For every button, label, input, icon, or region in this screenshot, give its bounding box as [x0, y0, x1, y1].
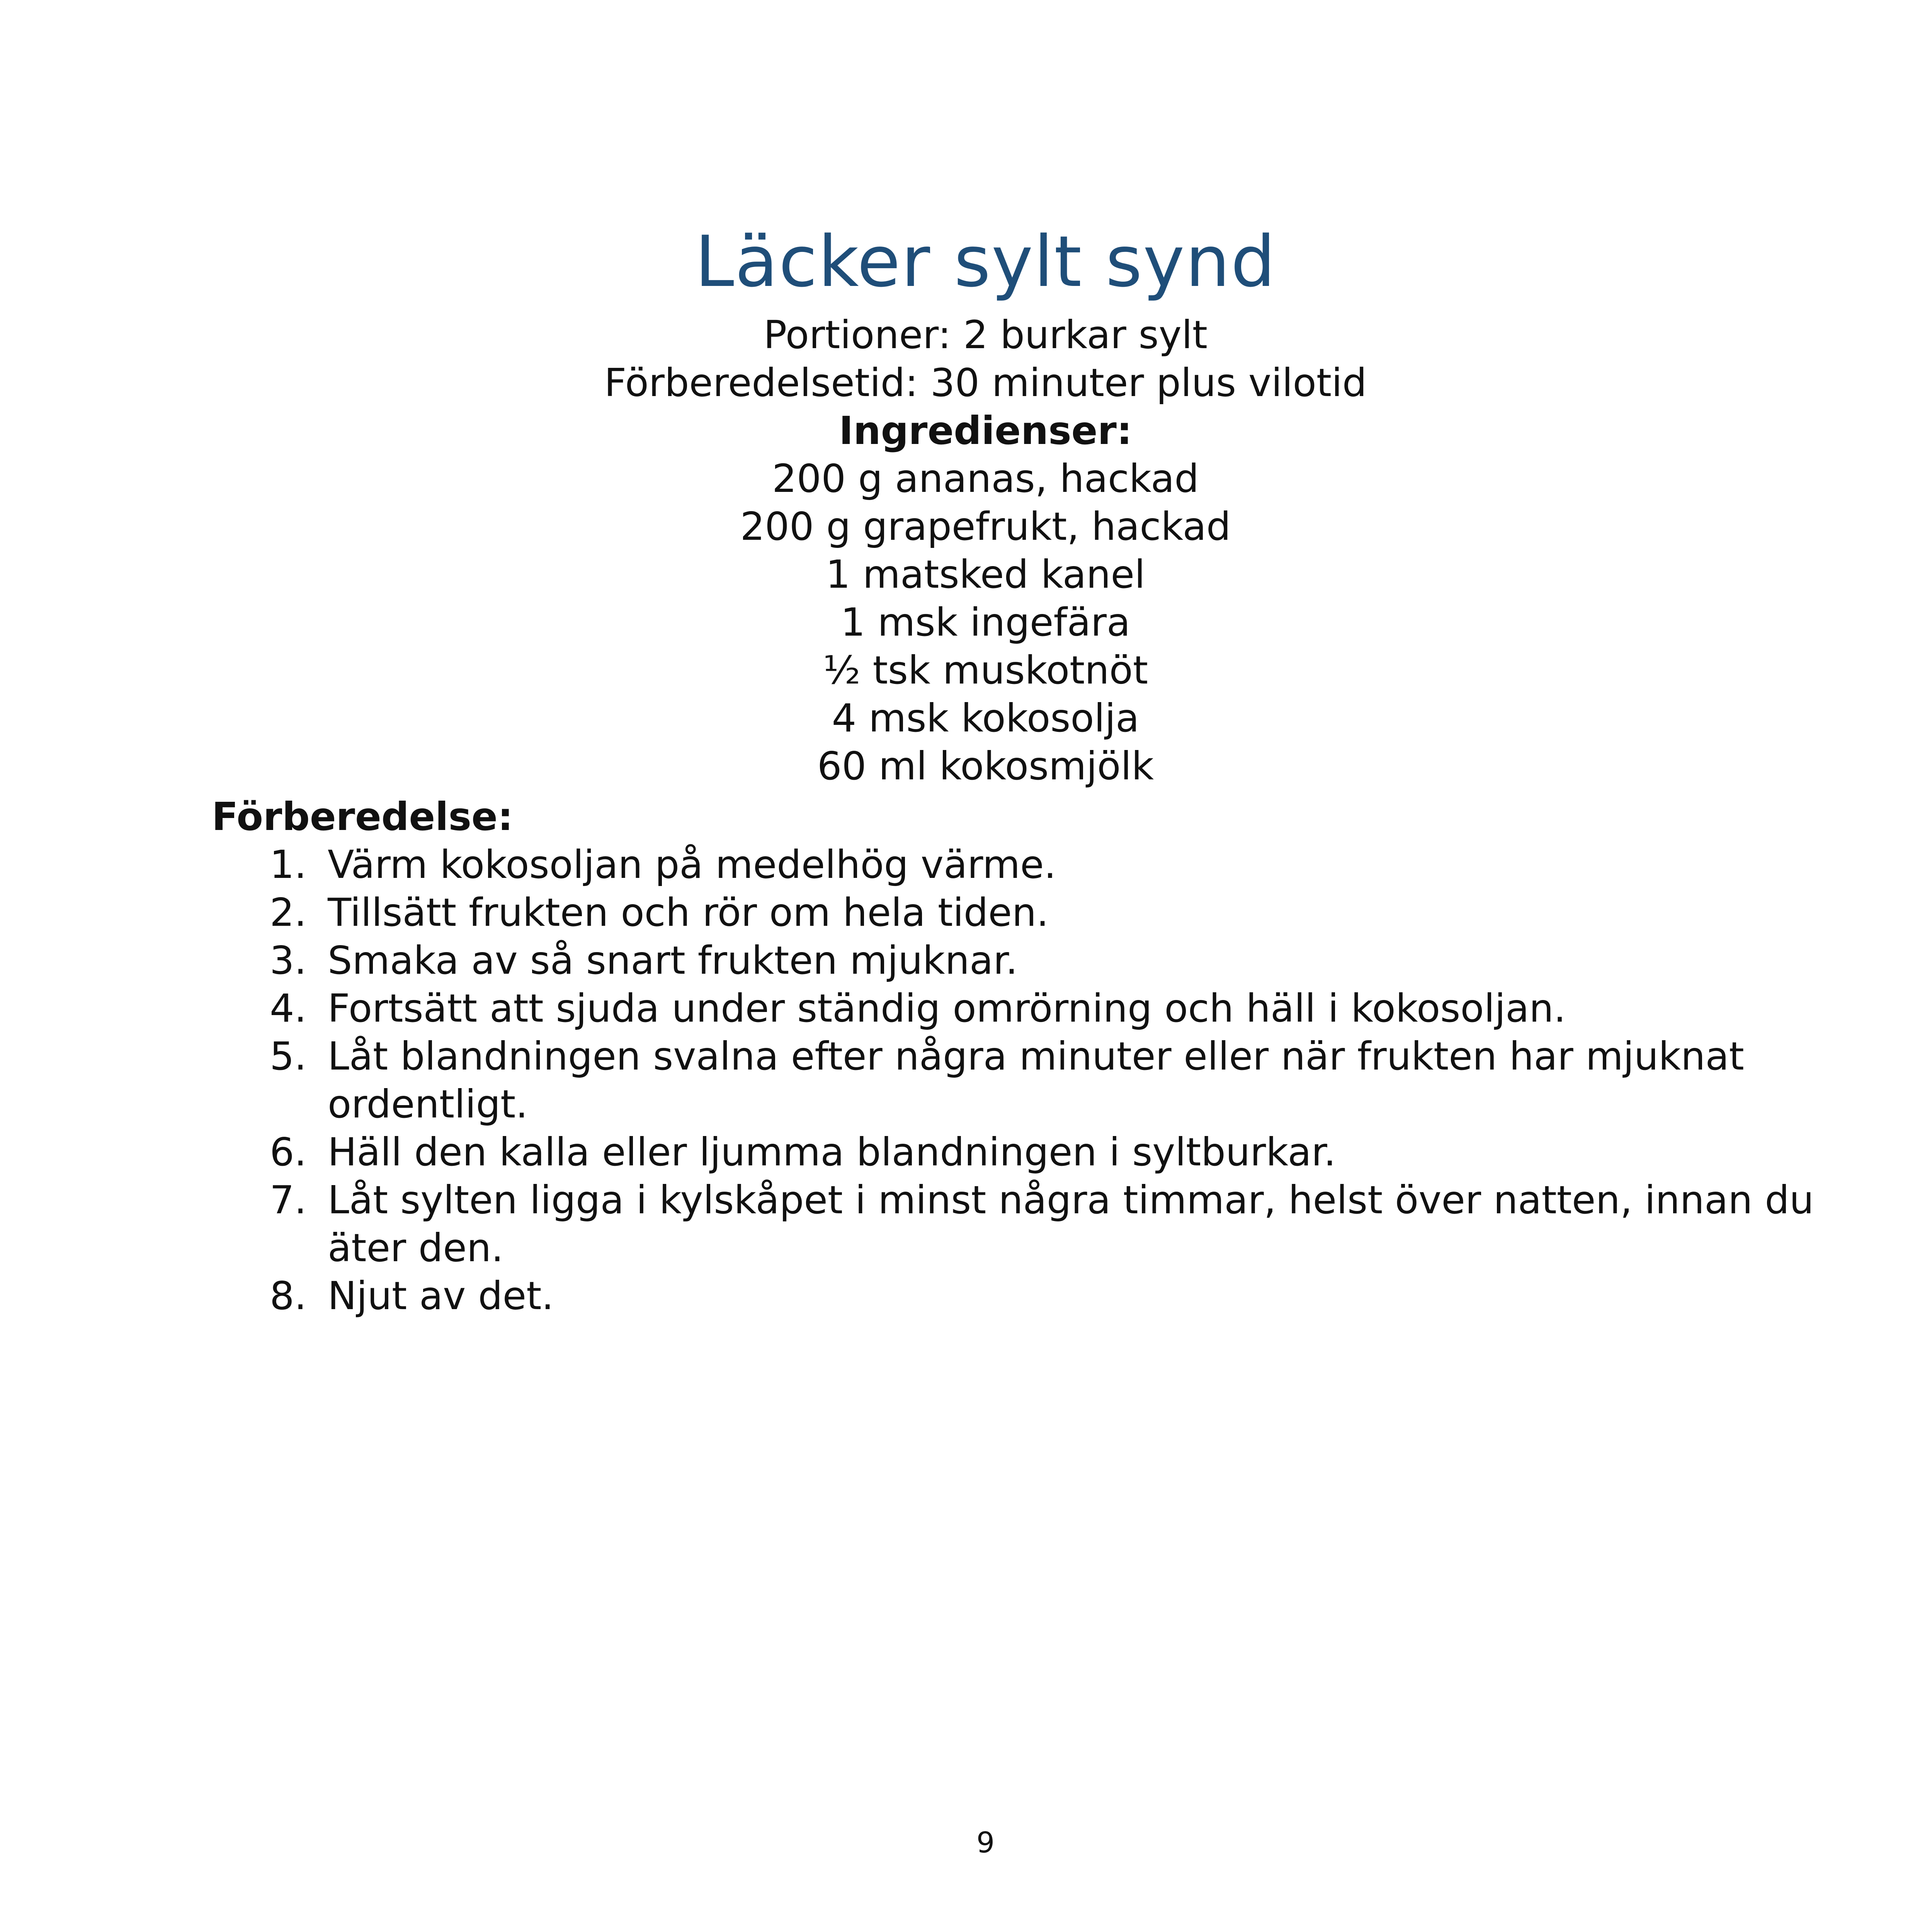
step-text: Fortsätt att sjuda under ständig omrörning och häll i kokosoljan.	[328, 986, 1566, 1031]
ingredient-item: 200 g ananas, hackad	[772, 456, 1199, 501]
step-number: 2.	[270, 890, 307, 935]
step-number: 5.	[270, 1034, 307, 1079]
step-number: 4.	[270, 986, 307, 1031]
step-text: Tillsätt frukten och rör om hela tiden.	[328, 890, 1049, 935]
page-number: 9	[976, 1826, 995, 1859]
ingredient-item: 4 msk kokosolja	[832, 696, 1139, 741]
step-text: Njut av det.	[328, 1273, 554, 1318]
step-item	[0, 1272, 1854, 1320]
portions: Portioner: 2 burkar sylt	[764, 312, 1208, 357]
step-item	[0, 1032, 1854, 1128]
step-text: Smaka av så snart frukten mjuknar.	[328, 938, 1018, 983]
ingredient-item: 1 matsked kanel	[826, 552, 1145, 597]
step-text: Låt blandningen svalna efter några minuter eller när frukten har mjuknat ordentligt.	[328, 1034, 1744, 1127]
step-number: 3.	[270, 938, 307, 983]
step-number: 8.	[270, 1273, 307, 1318]
prep-time: Förberedelsetid: 30 minuter plus vilotid	[604, 360, 1367, 405]
ingredient-item: 1 msk ingefära	[840, 600, 1131, 645]
step-text: Låt sylten ligga i kylskåpet i minst några timmar, helst över natten, innan du äter den.	[328, 1177, 1814, 1270]
ingredient-item: 60 ml kokosmjölk	[817, 743, 1154, 789]
step-item	[0, 985, 1854, 1032]
ingredient-item: ½ tsk muskotnöt	[823, 648, 1148, 693]
step-text: Värm kokosoljan på medelhög värme.	[328, 842, 1056, 887]
ingredient-item: 200 g grapefrukt, hackad	[740, 504, 1231, 549]
recipe-meta	[0, 311, 1932, 790]
step-number: 6.	[270, 1129, 307, 1175]
preparation-steps	[0, 841, 1932, 1320]
ingredients-heading: Ingredienser:	[839, 408, 1132, 453]
step-item	[0, 1176, 1854, 1272]
step-item	[0, 1128, 1854, 1176]
recipe-title: Läcker sylt synd	[695, 220, 1276, 303]
preparation-heading: Förberedelse:	[212, 794, 513, 839]
step-number: 7.	[270, 1177, 307, 1223]
step-text: Häll den kalla eller ljumma blandningen i syltburkar.	[328, 1129, 1336, 1175]
step-item	[0, 889, 1854, 937]
step-item	[0, 937, 1854, 985]
step-item	[0, 841, 1854, 889]
step-number: 1.	[270, 842, 307, 887]
